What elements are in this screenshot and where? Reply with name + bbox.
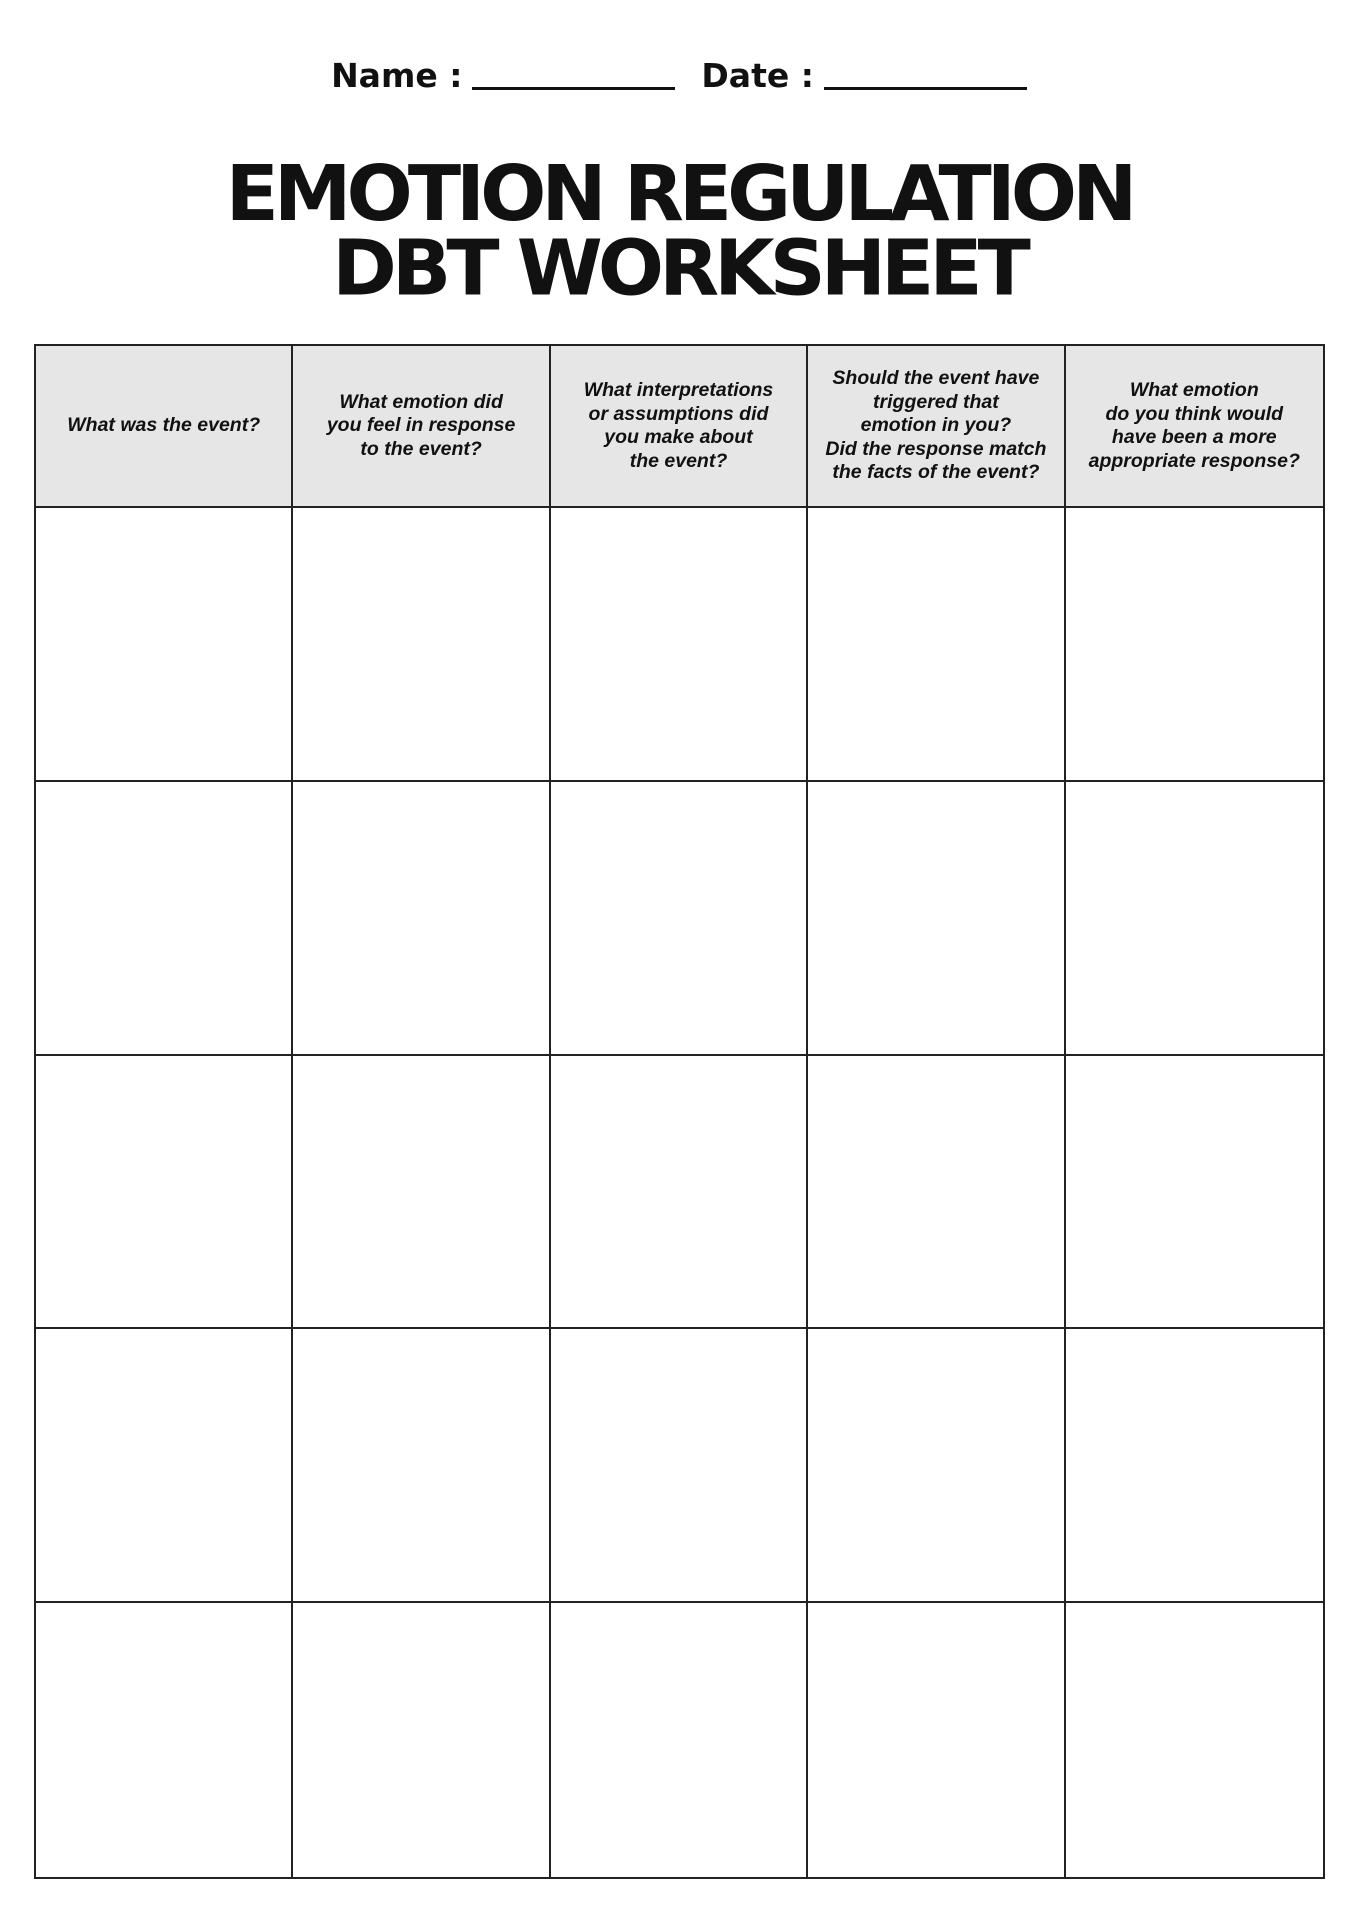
answer-cell[interactable]	[293, 1603, 550, 1877]
answer-cell[interactable]	[1066, 782, 1323, 1056]
answer-cell[interactable]	[293, 1056, 550, 1330]
page-title	[0, 150, 1358, 314]
answer-cell[interactable]	[36, 782, 293, 1056]
answer-cell[interactable]	[808, 1603, 1065, 1877]
answer-cell[interactable]	[808, 782, 1065, 1056]
title-line-1: EMOTION REGULATION	[225, 150, 1133, 239]
answer-cell[interactable]	[551, 1603, 808, 1877]
answer-cell[interactable]	[551, 508, 808, 782]
answer-cell[interactable]	[551, 1329, 808, 1603]
answer-cell[interactable]	[1066, 1056, 1323, 1330]
answer-cell[interactable]	[808, 1329, 1065, 1603]
date-field	[701, 56, 1027, 96]
title-line-2: DBT WORKSHEET	[332, 225, 1026, 314]
column-header: What emotion do you think would have been a more appropriate response?	[1066, 346, 1323, 508]
answer-cell[interactable]	[293, 782, 550, 1056]
column-header: What interpretations or assumptions did you make about the event?	[551, 346, 808, 508]
answer-cell[interactable]	[551, 1056, 808, 1330]
name-date-row	[0, 56, 1358, 96]
answer-cell[interactable]	[36, 1603, 293, 1877]
answer-cell[interactable]	[36, 508, 293, 782]
answer-cell[interactable]	[293, 1329, 550, 1603]
answer-cell[interactable]	[808, 508, 1065, 782]
column-header: What was the event?	[36, 346, 293, 508]
answer-cell[interactable]	[36, 1056, 293, 1330]
column-header: Should the event have triggered that emotion in you? Did the response match the facts of the event?	[808, 346, 1065, 508]
answer-cell[interactable]	[1066, 508, 1323, 782]
date-input-line[interactable]	[824, 87, 1027, 90]
answer-cell[interactable]	[293, 508, 550, 782]
name-input-line[interactable]	[472, 87, 675, 90]
name-field	[331, 56, 675, 96]
answer-cell[interactable]	[36, 1329, 293, 1603]
answer-cell[interactable]	[808, 1056, 1065, 1330]
column-header: What emotion did you feel in response to the event?	[293, 346, 550, 508]
answer-cell[interactable]	[1066, 1329, 1323, 1603]
name-label: Name :	[331, 56, 463, 95]
worksheet-table	[34, 344, 1325, 1879]
answer-cell[interactable]	[1066, 1603, 1323, 1877]
date-label: Date :	[701, 56, 814, 95]
answer-cell[interactable]	[551, 782, 808, 1056]
